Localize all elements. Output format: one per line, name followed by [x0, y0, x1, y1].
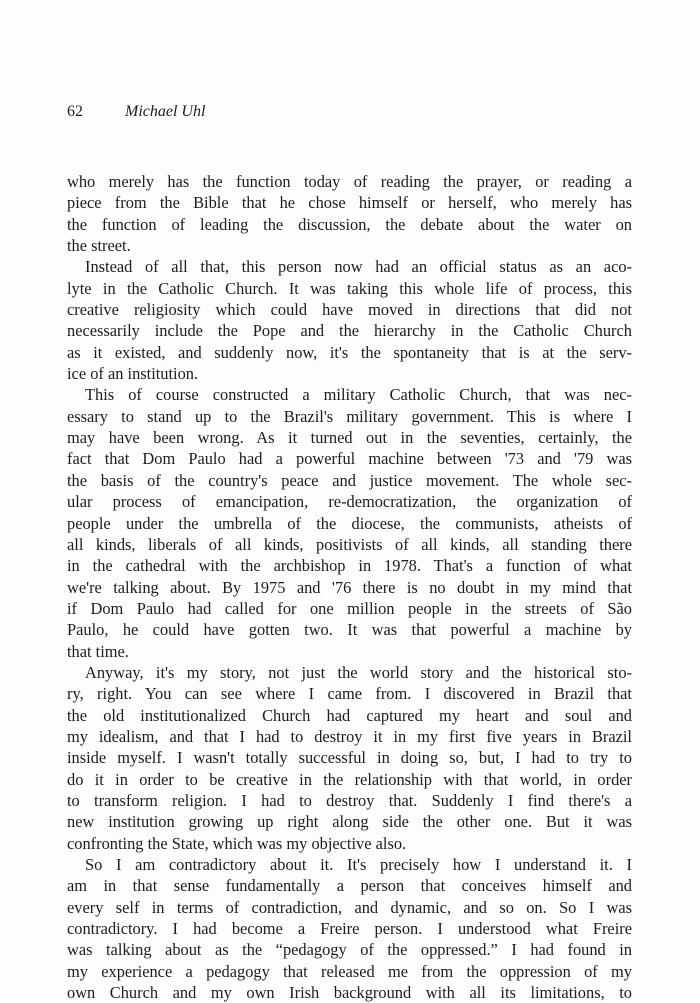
- text-line: am in that sense fundamentally a person that conceives himself and: [67, 876, 632, 896]
- text-line: the basis of the country's peace and justice movement. The whole sec-: [67, 470, 632, 490]
- text-line: do it in order to be creative in the relationship with that world, in order: [67, 769, 632, 789]
- text-line: Instead of all that, this person now had an official status as an aco-: [85, 257, 632, 277]
- text-line: fact that Dom Paulo had a powerful machine between '73 and '79 was: [67, 449, 632, 469]
- text-line: if Dom Paulo had called for one million people in the streets of São: [67, 598, 632, 618]
- text-line: who merely has the function today of reading the prayer, or reading a: [67, 172, 632, 191]
- text-line: This of course constructed a military Catholic Church, that was nec-: [85, 385, 632, 405]
- body-text: [67, 171, 632, 1003]
- text-line: my idealism, and that I had to destroy it in my first five years in Brazil: [67, 726, 632, 746]
- text-line: piece from the Bible that he chose himself or herself, who merely has: [67, 193, 632, 213]
- text-line: new institution growing up right along side the other one. But it was: [67, 812, 632, 832]
- text-line: to transform religion. I had to destroy that. Suddenly I find there's a: [67, 790, 632, 810]
- text-line: necessarily include the Pope and the hierarchy in the Catholic Church: [67, 321, 632, 341]
- text-line: own Church and my own Irish background with all its limitations, to: [67, 983, 632, 1003]
- text-line: lyte in the Catholic Church. It was taking this whole life of process, this: [67, 278, 632, 298]
- text-line: my experience a pedagogy that released me from the oppression of my: [67, 961, 632, 981]
- text-line: was talking about as the “pedagogy of the oppressed.” I had found in: [67, 940, 632, 960]
- text-line: ice of an institution.: [67, 364, 199, 384]
- running-head: [67, 102, 205, 122]
- page-number: 62: [67, 103, 83, 120]
- text-line: essary to stand up to the Brazil's military government. This is where I: [67, 406, 632, 426]
- text-line: people under the umbrella of the diocese, the communists, atheists of: [67, 513, 632, 533]
- text-line: Anyway, it's my story, not just the world story and the historical sto-: [85, 662, 632, 682]
- text-line: ular process of emancipation, re-democratization, the organization of: [67, 492, 632, 512]
- text-line: the street.: [67, 236, 131, 256]
- text-line: contradictory. I had become a Freire person. I understood what Freire: [67, 919, 632, 939]
- text-line: confronting the State, which was my objective also.: [67, 833, 407, 853]
- text-line: the function of leading the discussion, the debate about the water on: [67, 214, 632, 234]
- text-line: So I am contradictory about it. It's precisely how I understand it. I: [85, 855, 632, 874]
- text-line: the old institutionalized Church had captured my heart and soul and: [67, 705, 632, 725]
- text-line: that time.: [67, 641, 129, 661]
- text-line: ry, right. You can see where I came from. I discovered in Brazil that: [67, 684, 632, 704]
- running-head-author: Michael Uhl: [125, 103, 206, 120]
- text-line: inside myself. I wasn't totally successful in doing so, but, I had to try to: [67, 748, 632, 768]
- text-line: every self in terms of contradiction, and dynamic, and so on. So I was: [67, 897, 632, 917]
- text-line: we're talking about. By 1975 and '76 there is no doubt in my mind that: [67, 577, 632, 597]
- text-line: all kinds, liberals of all kinds, positivists of all kinds, all standing there: [67, 534, 632, 554]
- text-line: Paulo, he could have gotten two. It was that powerful a machine by: [67, 620, 632, 640]
- text-line: creative religiosity which could have moved in directions that did not: [67, 300, 632, 320]
- text-line: in the cathedral with the archbishop in 1978. That's a function of what: [67, 556, 632, 576]
- text-line: as it existed, and suddenly now, it's the spontaneity that is at the serv-: [67, 342, 632, 362]
- text-line: may have been wrong. As it turned out in the seventies, certainly, the: [67, 428, 632, 448]
